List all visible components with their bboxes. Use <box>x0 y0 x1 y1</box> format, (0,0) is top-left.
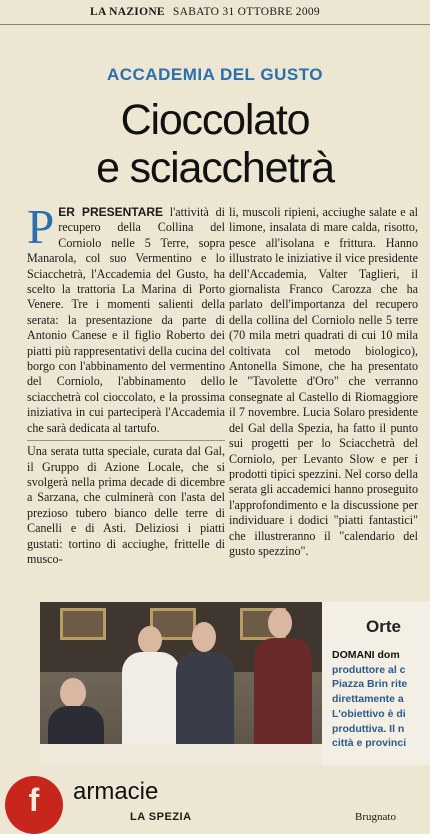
masthead-rule <box>0 24 430 25</box>
article-column-1 <box>27 199 225 567</box>
sidebar-line: L'obiettivo è di <box>332 707 406 720</box>
sidebar-line: Piazza Brin rite <box>332 678 408 691</box>
article-col1-text: l'attività di recupero della Collina del Corniolo nelle 5 Terre, sopra Manarola, col suo Vermentino e lo Sciacchetrà, l'Accademia del Gusto, ha scelto la trattoria La Marina di Porto Venere. Tre i momenti salienti della serata: la presentazione da parte di Antonio Canese e il figlio Roberto dei piatti più rappresentativi della cucina del borgo con l'abbinamento del vermentino del Corniolo, l'abbinamento dello sciacchetrà col cioccolato, e la prossima iniziativa in cui parteciperà l'Accademia che sarà dedicata al tartufo. <box>27 205 225 435</box>
article-lead: ER PRESENTARE <box>58 205 164 219</box>
article-paragraph-2: Una serata tutta speciale, curata dal Gal, il Gruppo di Azione Locale, che si svolgerà nella prima decade di dicembre a Sarzana, che culminerà con l'asta del prezioso tubero bianco delle terre di Canelli e di Asti. Deliziosi i piatti gustati: tortino di acciughe, frittelle di musco- <box>27 444 225 566</box>
sidebar-line: produttiva. Il n <box>332 722 405 735</box>
footer-section-title: armacie <box>73 778 159 805</box>
sidebar-line: città e provinci <box>332 737 407 750</box>
sidebar-text <box>332 648 430 751</box>
headline-line-1: Cioccolato <box>120 96 310 144</box>
sidebar-line: DOMANI dom <box>332 649 400 661</box>
section-kicker: ACCADEMIA DEL GUSTO <box>106 65 324 84</box>
pharmacy-logo <box>5 776 63 834</box>
photo-table <box>40 744 322 765</box>
sidebar-line: produttore al c <box>332 663 406 676</box>
dropcap: P <box>27 199 55 254</box>
masthead-paper: LA NAZIONE <box>90 6 165 18</box>
masthead <box>90 6 320 18</box>
paragraph-divider <box>27 440 225 441</box>
sidebar-line: direttamente a <box>332 693 404 706</box>
article-paragraph-1 <box>27 199 225 436</box>
headline-line-2: e sciacchetrà <box>96 144 334 192</box>
masthead-date: SABATO 31 OTTOBRE 2009 <box>172 6 320 18</box>
sidebar-title: Orte <box>366 617 401 636</box>
sidebar-article <box>322 602 430 765</box>
footer-city: LA SPEZIA <box>130 811 192 823</box>
footer-town: Brugnato <box>355 811 396 823</box>
article-column-2 <box>229 205 418 559</box>
article-paragraph-3: li, muscoli ripieni, acciughe salate e al limone, insalata di mare calda, risotto, pesce all'isolana e frittura. Hanno illustrato le iniziative il vice presidente dell'Accademia, Valter Taglieri, il giornalista Franco Carozza che ha parlato dell'importanza del recupero della collina del Corniolo nelle 5 terre (70 mila metri quadrati di cui 10 mila coltivata col metodo biologico), Antonella Simone, che ha presentato le "Tavolette d'Oro" che verranno consegnate al Castello di Riomaggiore il 7 novembre. Lucia Solaro presidente del Gal della Spezia, ha fatto il punto sui progetti per lo Sciacchetrà del Corniolo, per Levanto Slow e per i prodotti tipici spezzini. Nel corso della serata gli accademici hanno proseguito l'approfondimento e la discussione per individuare i dodici "piatti fantastici" che illustreranno il "calendario del gusto spezzino". <box>229 205 418 558</box>
pharmacy-logo-letter: f <box>28 782 40 818</box>
photo-wall-frame <box>60 608 106 640</box>
article-photo <box>40 602 322 765</box>
headline <box>0 96 430 192</box>
